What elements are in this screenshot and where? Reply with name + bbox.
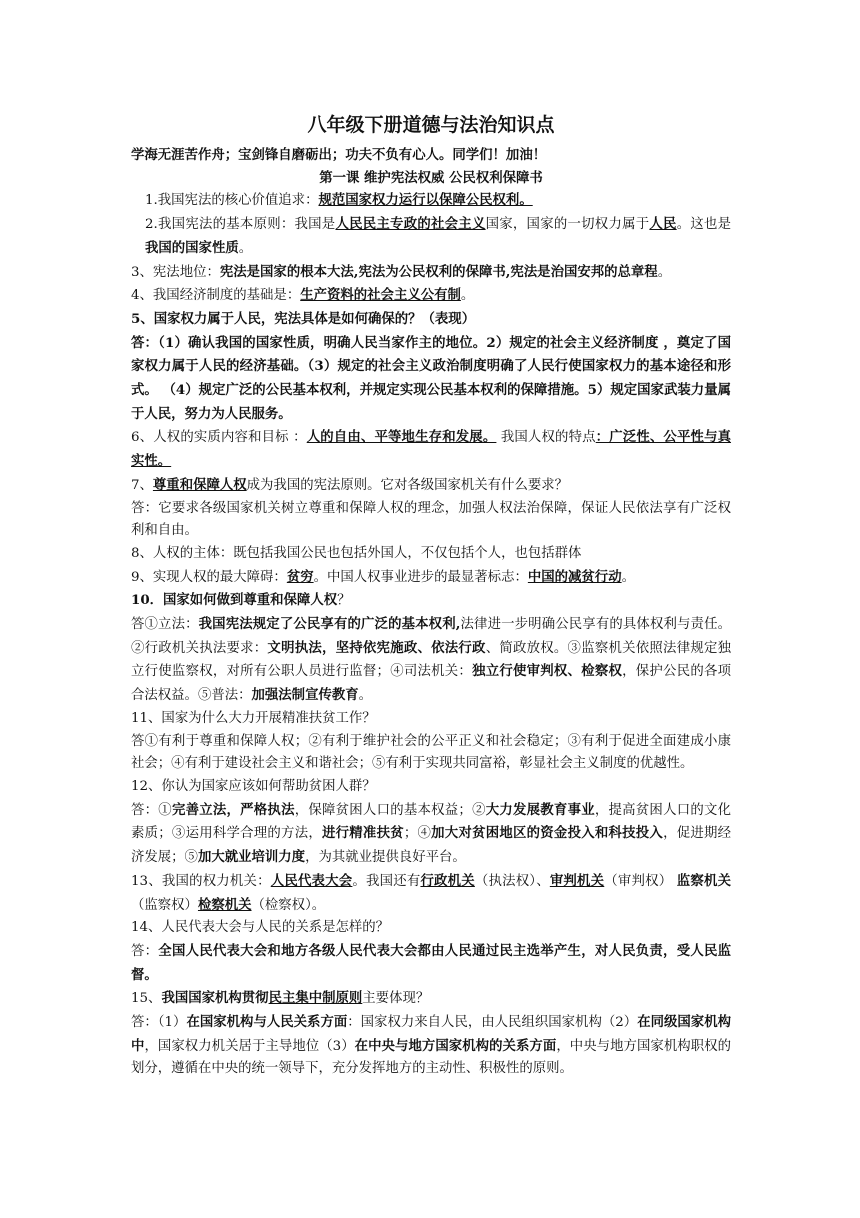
knowledge-paragraph [131,987,731,1011]
text-run: 我国人权的特点 [496,430,596,446]
text-run: ：广泛性、公平性与真实性。 [131,429,732,470]
text-run: 生产资料的社会主义公有制 [300,287,461,304]
knowledge-paragraph [131,308,731,332]
text-run: 检察机关 [197,896,252,913]
text-run: （审判权） [604,873,677,889]
text-run: 10．国家如何做到尊重和保障人权 [131,592,338,609]
text-run: 加大对贫困地区的资金投入和科技投入 [431,825,664,842]
knowledge-paragraph [131,870,731,917]
text-run: 13、我国的权力机关： [131,873,271,889]
text-run: 成为我国的宪法原则。它对各级国家机关有什么要求？ [246,477,569,493]
text-run: 人的自由、平等地生存和发展。 [306,429,497,446]
text-run: 全国人民代表大会和地方各级人民代表大会都由人民通过民主选举产生，对人民负责，受人民监督。 [131,942,732,983]
text-run: 。中国人权事业进步的最显著标志： [313,569,528,585]
text-run: 宪法是国家的根本大法,宪法为公民权利的保障书,宪法是治国安邦的总章程 [219,263,658,280]
text-run: ，提高贫困人口的文化素质；③运用科学合理的方法， [131,802,732,842]
text-run: 独立行使审判权、检察权 [472,663,623,680]
knowledge-paragraph [131,940,731,987]
text-run: 答：（1）确认我国的国家性质，明确人民当家作主的地位。2）规定的社会主义经济制度 ，奠定了国家权力属于人民的经济基础。（3）规定的社会主义政治制度明确了人民行使国家权力的基本途径和形式。 （4）规定广泛的公民基本权利，并规定实现公民基本权利的保障措施。5）规定国家武装力量属于人民，努力为人民服务。 [131,334,731,422]
text-run: 14、人民代表大会与人民的关系是怎样的？ [131,920,390,936]
text-run: 贫穷 [286,568,314,585]
knowledge-paragraph [131,474,731,498]
text-run: 加强法制宣传教育 [251,687,359,704]
text-run: ，中央与地方国家机构职权的划分，遵循在中央的统一领导下，充分发挥地方的主动性、积极性的原则。 [131,1038,732,1077]
text-run: 答①有利于尊重和保障人权；②有利于维护社会的公平正义和社会稳定；③有利于促进全面建成小康社会；④有利于建设社会主义和谐社会；⑤有利于实现共同富裕，彰显社会主义制度的优越性。 [131,733,731,772]
text-run: 监察机关 [676,872,731,889]
knowledge-paragraph [131,566,731,590]
text-run: ；④ [403,826,432,842]
text-run: 在国家机构与人民关系方面 [186,1014,348,1031]
text-run: 8、人权的主体：既包括我国公民也包括外国人，不仅包括个人，也包括群体 [131,545,582,561]
knowledge-paragraph [131,426,731,473]
knowledge-paragraph [131,284,731,308]
text-run: 中国的减贫行动 [527,568,622,585]
text-run: 答：它要求各级国家机关树立尊重和保障人权的理念，加强人权法治保障，保证人民依法享有广泛权利和自由。 [131,500,731,539]
text-run: ：国家权力来自人民，由人民组织国家机构（2） [347,1015,638,1031]
text-run: 。我国还有 [352,873,421,889]
text-run: 。 [460,288,475,304]
knowledge-paragraph [131,589,731,613]
text-run: 答：① [131,802,172,818]
document-body [131,110,731,1081]
text-run: 在中央与地方国家机构的关系方面 [354,1037,557,1054]
knowledge-paragraph [131,543,731,566]
text-run: 7、 [131,477,153,493]
text-run: ，为其就业提供良好平台。 [305,850,466,866]
text-run: 答： [131,943,159,959]
text-run: 尊重和保障人权 [152,476,247,493]
text-run: ，保护公民的各项合法权益。⑤普法： [131,664,732,704]
text-run: 6、人权的实质内容和目标 ： [131,430,307,446]
knowledge-paragraph [131,917,731,940]
text-run: （监察权） [131,897,198,913]
text-run: 文明执法，坚持依宪施政、依法行政 [267,639,486,656]
text-run: 规范国家权力运行以保障公民权利。 [318,192,533,209]
text-run: 5、国家权力属于人民，宪法具体是如何确保的？（表现） [131,310,476,327]
knowledge-paragraph [131,1011,731,1081]
text-run: 进行精准扶贫 [322,825,404,842]
text-run: 我国国家机构贯彻 [161,990,269,1007]
text-run: ，促进期经济发展；⑤ [131,826,732,866]
text-run: 答：（1） [131,1015,187,1031]
text-run: 。 [238,240,253,256]
knowledge-paragraph [131,261,731,285]
text-run: 15、 [131,991,162,1007]
knowledge-paragraph [131,498,731,543]
text-run: 大力发展教育事业 [485,801,595,818]
text-run: ？ [337,593,351,609]
text-run: 人民民主专政的社会主义 [335,216,486,233]
text-run: ，保障贫困人口的基本权益；② [294,802,486,818]
knowledge-paragraph [131,613,731,708]
text-run: 答①立法： [131,617,199,633]
text-run: 。 [657,264,672,280]
text-run: 。 [358,688,373,704]
text-run: 审判机关 [549,872,605,889]
knowledge-paragraph [131,731,731,776]
text-run: 我国的国家性质 [145,239,239,256]
text-run: 。这也是 [676,217,732,233]
text-run: 我国宪法规定了公民享有的广泛的基本权利, [198,616,461,633]
knowledge-paragraph [131,776,731,799]
knowledge-paragraph [131,189,731,213]
knowledge-paragraph [131,332,731,427]
text-run: 2.我国宪法的基本原则：我国是 [145,217,336,233]
knowledge-paragraph [131,708,731,731]
motto-line: 学海无涯苦作舟；宝剑锋自磨砺出；功夫不负有心人。同学们！加油！ [131,147,547,163]
text-run: （检察权）。 [251,897,326,913]
text-run: 加大就业培训力度 [197,849,306,866]
text-run: 人民 [649,216,677,233]
document-title: 八年级下册道德与法治知识点 [307,114,555,136]
text-run: 9、实现人权的最大障碍： [131,569,287,585]
text-run: 3、宪法地位： [131,264,220,280]
text-run: 行政机关 [420,872,475,889]
text-run: 人民代表大会 [270,872,353,889]
text-run: 在同级国家机构中 [131,1014,731,1054]
text-run: 1.我国宪法的核心价值追求： [145,193,319,209]
text-run: （执法权）、 [474,873,550,889]
text-run: 11、国家为什么大力开展精准扶贫工作？ [131,710,376,726]
text-run: 民主集中制原则 [268,990,363,1007]
text-run: 、简政放权。③监察机关依照法律规定独立行使监察权，对所有公职人员进行监督；④司法机关： [131,640,732,680]
knowledge-list [131,189,731,1081]
text-run: 完善立法，严格执法 [171,801,295,818]
text-run: 。 [621,569,635,585]
text-run: 国家，国家的一切权力属于 [485,217,650,233]
text-run: ，国家权力机关居于主导地位（3） [144,1038,355,1054]
text-run: 主要体现？ [362,991,430,1007]
text-run: 法律进一步明确公民享有的具体权利与责任。②行政机关执法要求： [131,617,731,656]
text-run: 12、你认为国家应该如何帮助贫困人群？ [131,778,376,794]
knowledge-paragraph [131,213,731,260]
lesson-heading: 第一课 维护宪法权威 公民权利保障书 [319,169,543,186]
text-run: 4、我国经济制度的基础是： [131,288,301,304]
knowledge-paragraph [131,799,731,870]
